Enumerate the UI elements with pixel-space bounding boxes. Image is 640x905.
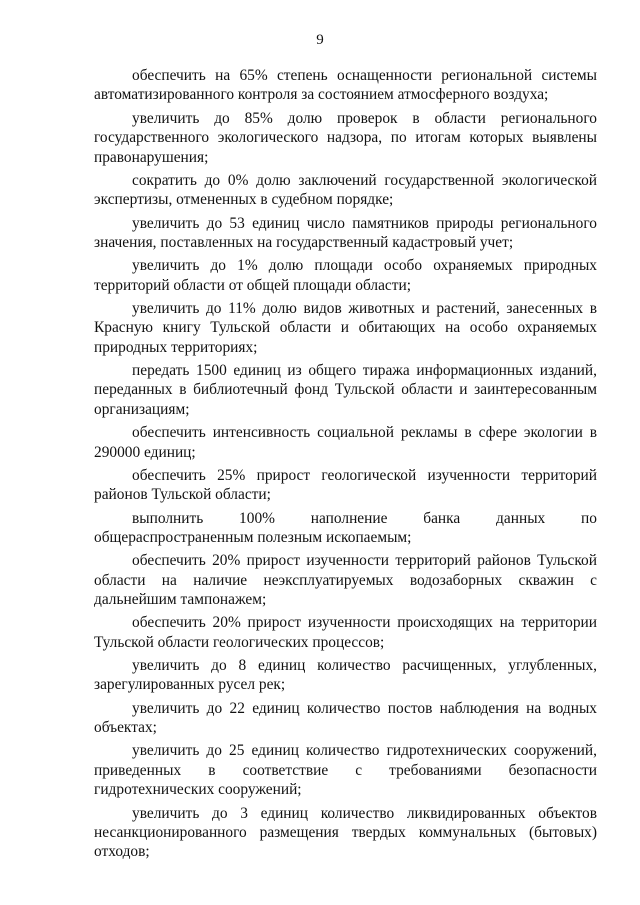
list-item: увеличить до 25 единиц количество гидротехнических сооружений, приведенных в соответствие с требованиями безопасности гидротехнических сооружений;: [94, 742, 597, 799]
list-item: увеличить до 85% долю проверок в области регионального государственного экологического надзора, по итогам которых выявлены правонарушения;: [94, 109, 597, 166]
list-item: увеличить до 1% долю площади особо охраняемых природных территорий области от общей площади области;: [94, 257, 597, 294]
list-item: обеспечить 25% прирост геологической изученности территорий районов Тульской области;: [94, 466, 597, 504]
list-item: увеличить до 8 единиц количество расчищенных, углубленных, зарегулированных русел рек;: [94, 657, 597, 694]
list-item: увеличить до 11% долю видов животных и растений, занесенных в Красную книгу Тульской области и обитающих на особо охраняемых природных территориях;: [94, 299, 597, 356]
list-item: обеспечить на 65% степень оснащенности региональной системы автоматизированного контроля за состоянием атмосферного воздуха;: [94, 67, 597, 104]
list-item: обеспечить 20% прирост изученности территорий районов Тульской области на наличие неэксплуатируемых водозаборных скважин с дальнейшим тампонажем;: [94, 552, 597, 609]
list-item: увеличить до 3 единиц количество ликвидированных объектов несанкционированного размещения твердых коммунальных (бытовых) отходов;: [94, 804, 597, 861]
list-item: сократить до 0% долю заключений государственной экологической экспертизы, отмененных в судебном порядке;: [94, 171, 597, 209]
document-body: [94, 66, 597, 862]
page-number: 9: [316, 32, 324, 48]
list-item: обеспечить интенсивность социальной рекламы в сфере экологии в 290000 единиц;: [94, 424, 597, 461]
list-item: передать 1500 единиц из общего тиража информационных изданий, переданных в библиотечный фонд Тульской области и заинтересованным организациям;: [94, 362, 597, 418]
list-item: увеличить до 22 единиц количество постов наблюдения на водных объектах;: [94, 699, 597, 737]
list-item: увеличить до 53 единиц число памятников природы регионального значения, поставленных на государственный кадастровый учет;: [94, 214, 597, 251]
list-item: выполнить 100% наполнение банка данных по общераспространенным полезным ископаемым;: [94, 509, 597, 546]
list-item: обеспечить 20% прирост изученности происходящих на территории Тульской области геологических процессов;: [94, 614, 597, 651]
